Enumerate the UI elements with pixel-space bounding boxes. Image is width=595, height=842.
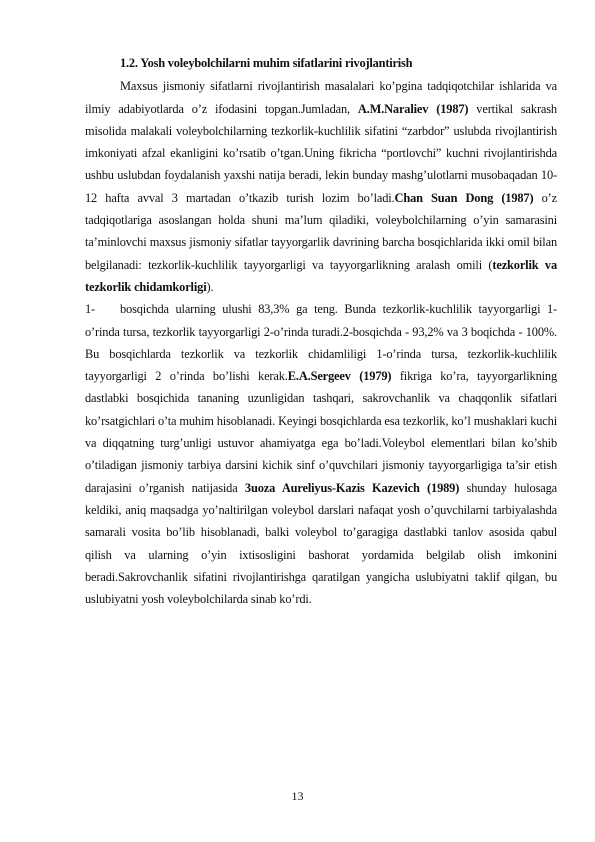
author-naraliev: A.M.Naraliev (1987) [357, 101, 469, 116]
author-chan-suan-dong: Chan Suan Dong (1987) [394, 190, 534, 205]
paragraph-2-text-1: bosqichda ularning ulushi 83,3% ga teng. Bunda tezkorlik-kuchlilik tayyorgarligi 1-o’rinda tursa, tezkorlik tayyorgarligi 2-o’rinda turadi.2-bosqichda - 93,2% va 3 boqichda - 100%. Bu bosqichlarda tezkorlik va tezkorlik chidamliligi 1-o’rinda tursa, tezkorlik-kuchlilik tayyorgarligi 2 o’rinda bo’lishi kerak. [85, 302, 557, 384]
paragraph-1 [85, 75, 557, 298]
paragraph-1-text-4: ). [206, 279, 214, 294]
list-number: 1- [85, 302, 96, 317]
paragraph-1-text-1: Maxsus jismoniy sifatlarni rivojlantirish masalalari ko’pgina tadqiqotchilar ishlarida va ilmiy adabiyotlarda o’z ifodasini topgan.Jumladan, [85, 79, 557, 116]
paragraph-2-text-3: shunday hulosaga keldiki, aniq maqsadga yo’naltirilgan voleybol darslari nafaqat yosh o’quvchilarni tarbiyalashda samarali vosita bo’lib hisoblanadi, balki voleybol to’garagiga dastlabki tanlov asosida qabul qilish va ularning o’yin ixtisosligini bashorat yordamida belgilab olish imkonini beradi.Sakrovchanlik sifatini rivojlantirishga qaratilgan yangicha uslubiyatni taklif qilgan, bu uslubiyatni yosh voleybolchilarda sinab ko’rdi. [85, 480, 557, 607]
paragraph-2 [85, 298, 557, 610]
paragraph-1-text-2: vertikal sakrash misolida malakali voleybolchilarning tezkorlik-kuchlilik sifatini “zarbdor” uslubda rivojlantirish imkoniyati afzal ekanligini ko’rsatib o’tgan.Uning fikricha “portlovchi” kuchni rivojlantirishda ushbu uslubdan foydalanish yaxshi natija beradi, lekin bunday mashg’ulotlarni musobaqadan 10-12 hafta avval 3 martadan o’tkazib turish lozim bo’ladi. [85, 101, 557, 205]
bold-term: tezkorlik va tezkorlik chidamkorligi [85, 257, 557, 294]
author-sergeev: E.A.Sergeev (1979) [287, 369, 392, 384]
section-heading: 1.2. Yosh voleybolchilarni muhim sifatlarini rivojlantirish [120, 56, 413, 70]
author-kazevich: 3uoza Aureliyus-Kazis Kazevich (1989) [244, 480, 460, 495]
paragraph-2-text-2: fikriga ko’ra, tayyorgarlikning dastlabki bosqichida tananing uzunligidan tashqari, sakrovchanlik va chaqqonlik sifatlari ko’rsatgichlari o’ta muhim hisoblanadi. Keyingi bosqichlarda esa tezkorlik, ko’l mushaklari kuchi va diqqatning turg’unligi ustuvor ahamiyatga ega bo’ladi.Voleybol elementlari bilan ko’shib o’tiladigan jismoniy tarbiya darsini kichik sinf o’quvchilari jismoniy tayyorgarligiga ta’sir etish darajasini o’rganish natijasida [85, 369, 557, 495]
paragraph-1-text-3: o’z tadqiqotlariga asoslangan holda shuni ma’lum qiladiki, voleybolchilarning o’yin samarasini ta’minlovchi maxsus jismoniy sifatlar tayyorgarlik davrining barcha bosqichlarida ikki omil bilan belgilanadi: tezkorlik-kuchlilik tayyorgarligi va tayyorgarlikning aralash omili ( [85, 190, 558, 272]
document-page [85, 52, 557, 610]
page-number: 13 [291, 789, 304, 803]
